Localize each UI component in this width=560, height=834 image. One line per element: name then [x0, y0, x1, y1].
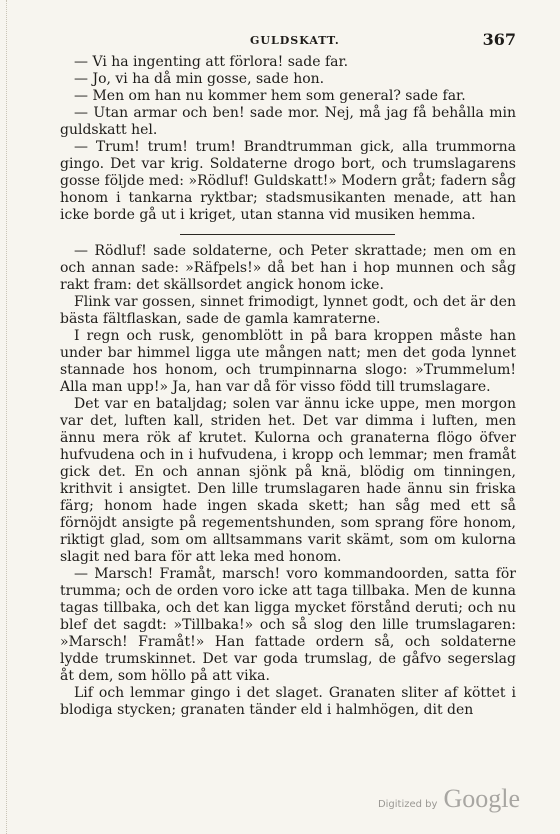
paragraph: — Utan armar och ben! sade mor. Nej, må jag få behålla min guldskatt hel. — [60, 105, 516, 138]
page-number: 367 — [482, 30, 516, 49]
paragraph: — Marsch! Framåt, marsch! voro kommandoorden, satta för trumma; och de orden voro icke att taga tillbaka. Men de kunna tagas tillbaka, och det kan ligga mycket förstånd deruti; och nu blef det sagdt: »Tillbaka!» och så slog den lille trumslagaren: »Marsch! Framåt!» Han fattade ordern så, och soldaterne lydde trumskinnet. Det var goda trumslag, de gåfvo segerslag åt dem, som höllo på att vika. — [60, 566, 516, 684]
paragraph: Flink var gossen, sinnet frimodigt, lynnet godt, och det är den bästa fältflaskan, sade de gamla kamraterne. — [60, 294, 516, 327]
paragraph: Lif och lemmar gingo i det slaget. Granaten sliter af köttet i blodiga stycken; granaten tänder eld i halmhögen, dit den — [60, 685, 516, 718]
text-block-top — [60, 54, 516, 224]
digitized-label: Digitized by — [377, 799, 438, 810]
page-edge — [6, 0, 11, 834]
section-divider — [180, 234, 395, 235]
paragraph: — Trum! trum! trum! Brandtrumman gick, alla trummorna gingo. Det var krig. Soldaterne drogo bort, och trumslagarens gosse följde med: »Rödluf! Guldskatt!» Modern gråt; fadern såg honom i tankarna ryktbar; stadsmusikanten menade, att han icke borde gå ut i kriget, utan stanna vid musiken hemma. — [60, 139, 516, 223]
paragraph: — Rödluf! sade soldaterne, och Peter skrattade; men om en och annan sade: »Räfpels!» då bet han i hop munnen och såg rakt fram: det skällsordet angick honom icke. — [60, 243, 516, 293]
paragraph: — Jo, vi ha då min gosse, sade hon. — [74, 71, 325, 87]
text-block-bottom — [60, 243, 516, 719]
google-logo: Google — [443, 784, 520, 813]
paragraph: Det var en bataljdag; solen var ännu icke uppe, men morgon var det, luften kall, striden het. Det var dimma i luften, men ännu mera rök af krutet. Kulorna och granaterna flögo öfver hufvudena och in i hufvudena, i kropp och lemmar; men framåt gick det. En och annan sjönk på knä, blödig om tinningen, krithvit i ansigtet. Den lille trumslagaren hade ännu sin friska färg; honom hade ingen skada skett; han såg med ett så förnöjdt ansigte på regementshunden, som sprang före honom, riktigt glad, som om alltsammans varit skämt, som om kulorna slagit ned bara för att leka med honom. — [60, 396, 516, 565]
book-page — [60, 30, 516, 719]
digitized-watermark — [378, 784, 520, 814]
running-head — [60, 30, 516, 54]
running-title: GULDSKATT. — [250, 34, 340, 47]
paragraph: — Men om han nu kommer hem som general? sade far. — [74, 88, 466, 104]
paragraph: — Vi ha ingenting att förlora! sade far. — [74, 54, 349, 70]
paragraph: I regn och rusk, genomblött in på bara kroppen måste han under bar himmel ligga ute mången natt; men det goda lynnet stannade hos honom, och trumpinnarna slogo: »Trummelum! Alla man upp!» Ja, han var då för visso född till trumslagare. — [60, 328, 516, 395]
